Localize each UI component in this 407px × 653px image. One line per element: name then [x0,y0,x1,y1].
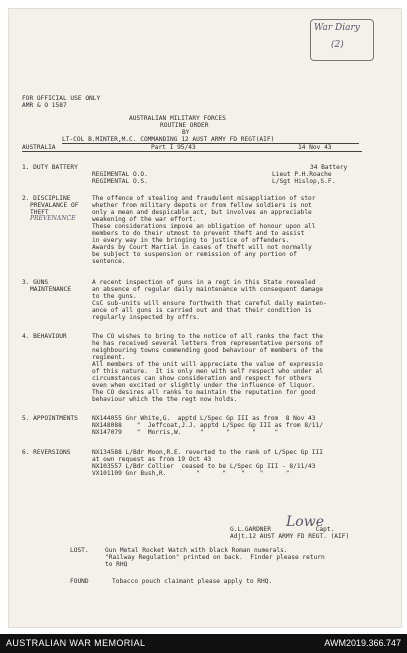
item3-text: A recent inspection of guns in a regt in this State revealed [92,279,316,286]
item1-officer: Lieut P.H.Roache [272,171,332,178]
lost-text: to RHQ [105,561,128,568]
item4-text: The CO wishes to bring to the notice of all ranks the fact the [92,333,323,340]
item2-text: The offence of stealing and fraudulent misappliation of stor [92,195,316,202]
archive-footer [0,634,407,653]
item2-text: weakening of the war effort. [92,216,197,223]
item1-battery: 34 Battery [310,164,348,171]
signatory-name: G.L.GARDNER Capt. [230,526,335,533]
item5-text: NX148088 " Jeffcoat,J.J. apptd L/Spec Gp III as from 8/11/ [92,422,323,429]
found-label: FOUND [70,578,89,585]
part-number: Part I 95/43 [151,144,196,151]
lost-text: "Railway Regulation" printed on back. Finder please return [105,554,325,561]
item2-heading-2: PREVALANCE OF [30,202,79,209]
item4-text: of this nature. It is only men with self respect who under al [92,368,323,375]
found-text: Tobacco pouch claimant please apply to RHQ. [112,578,273,585]
item4-text: even when excited or slightly under the influence of liquor. [92,382,316,389]
lost-label: LOST. [70,547,89,554]
title-line-1: AUSTRALIAN MILITARY FORCES [129,115,226,122]
handwritten-war-diary: War Diary [314,23,360,33]
header-rule [22,151,362,152]
item5-text: NX144055 Gnr White,G. apptd L/Spec Gp III as from 8 Nov 43 [92,415,316,422]
document-page [8,8,402,628]
handwritten-prevenance: PREVENANCE [30,215,76,222]
item2-text: members to do their utmost to prevent theft and to assist [92,230,305,237]
item5-heading: 5. APPOINTMENTS [22,415,78,422]
item6-text: VX101109 Gnr Bush,R. " " " " " [92,470,290,477]
item2-text: in every way in the bringing to justice of offenders. [92,237,290,244]
item4-text: circumstances can show consideration and respect for others [92,375,312,382]
item1-sergeant: L/Sgt Hislop,S.F. [272,178,336,185]
official-use-line: FOR OFFICIAL USE ONLY [22,95,101,102]
item4-text: behaviour which the the regt now holds. [92,396,238,403]
title-line-3: BY [182,129,190,136]
item6-heading: 6. REVERSIONS [22,449,71,456]
item4-text: neighbouring towns commending good behaviour of members of the [92,347,323,354]
handwritten-page-number: (2) [331,40,344,50]
item5-text: NX147079 " Morris,W. " " " " [92,429,279,436]
item1-label-oo: REGIMENTAL O.O. [92,171,148,178]
item3-text: an absence of regular daily maintenance with consequent damage [92,286,323,293]
title-line-2: ROUTINE ORDER [160,122,209,129]
footer-institution: AUSTRALIAN WAR MEMORIAL [6,638,146,648]
item2-text: be subject to suspension or remission of any portion of [92,251,297,258]
amr-reference: AMR & O 1587 [22,102,67,109]
item3-heading-2: MAINTENANCE [30,286,71,293]
item1-heading: 1. DUTY BATTERY [22,164,78,171]
item6-text: NX134588 L/Bdr Moon,R.E. reverted to the rank of L/Spec Gp III [92,449,323,456]
item2-text: sentence. [92,258,126,265]
item4-text: The CO desires all ranks to maintain the reputation for good [92,389,316,396]
item2-heading-3: THEFT [30,209,49,216]
item2-text: only a mean and despicable act, but involves an appreciable [92,209,312,216]
order-date: 14 Nov 43 [298,144,332,151]
item3-text: CsC sub-units will ensure forthwith that careful daily mainten- [92,300,327,307]
footer-accession-number: AWM2019.366.747 [324,638,401,648]
item1-label-os: REGIMENTAL O.S. [92,178,148,185]
item3-text: ance of all guns is carried out and that their condition is [92,307,312,314]
item6-text: NX103557 L/Bdr Collier ceased to be L/Spec Gp III - 8/11/43 [92,463,316,470]
handwritten-signature: Lowe [286,514,324,530]
item4-text: All members of the unit will appreciate the value of expressio [92,361,323,368]
item2-text: whether from military depots or from fellow soldiers is not [92,202,312,209]
item6-text: at own request as from 19 Oct 43 [92,456,212,463]
item4-text: regiment. [92,354,126,361]
place: AUSTRALIA [22,144,56,151]
item3-heading: 3. GUNS [22,279,49,286]
item4-heading: 4. BEHAVIOUR [22,333,67,340]
title-line-4: LT-COL B.MINTER,M.C. COMMANDING 12 AUST ARMY FD REGT(AIF) [62,136,275,143]
item2-heading: 2. DISCIPLINE [22,195,71,202]
item3-text: to the guns. [92,293,137,300]
item2-text: Awards by Court Martial in cases of theft will not normally [92,244,312,251]
lost-text: Gun Metal Rocket Watch with black Roman numerals. [105,547,288,554]
item2-text: These considerations impose an obligation of honour upon all [92,223,316,230]
item4-text: he has received several letters from representative persons of [92,340,323,347]
item3-text: regularly inspected by offrs. [92,314,201,321]
signatory-title: Adjt.12 AUST ARMY FD REGT. (AIF) [230,533,350,540]
